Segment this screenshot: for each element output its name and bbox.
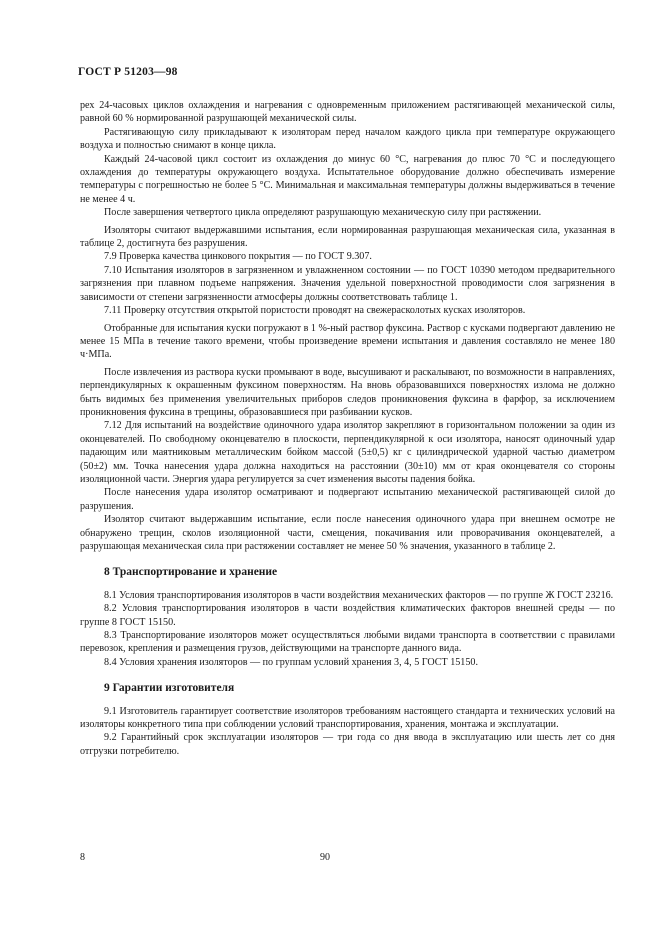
- paragraph: 7.10 Испытания изоляторов в загрязненном и увлажненном состоянии — по ГОСТ 10390 методом предварительного загрязнения при плавном подъеме напряжения. Значения удельной поверхностной проводимости слоя загрязнения в зависимости от степени загрязненности атмосферы должны соответствовать таблице 1.: [80, 264, 615, 303]
- paragraph: Растягивающую силу прикладывают к изоляторам перед началом каждого цикла при температуре окружающего воздуха и полностью снимают в конце цикла.: [80, 126, 615, 152]
- paragraph: 8.3 Транспортирование изоляторов может осуществляться любыми видами транспорта в соответствии с правилами перевозок, крепления и размещения грузов, действующими на транспорте данного вида.: [80, 630, 615, 655]
- page-number-left: 8: [80, 852, 85, 863]
- section-heading-8: 8 Транспортирование и хранение: [104, 566, 278, 579]
- paragraph: 9.1 Изготовитель гарантирует соответствие изоляторов требованиям настоящего стандарта и технических условий на изоляторы конкретного типа при соблюдении условий транспортирования, хранения, монтажа и эксплуатации.: [80, 705, 615, 731]
- paragraph: рех 24-часовых циклов охлаждения и нагревания с одновременным приложением растягивающей механической силы, равной 60 % нормированной разрушающей механической силы.: [80, 100, 615, 125]
- paragraph: Каждый 24-часовой цикл состоит из охлаждения до минус 60 °С, нагревания до плюс 70 °С и последующего охлаждения до температуры окружающего воздуха. Испытательное оборудование должно обеспечивать измерение температуры с погрешностью не более 5 °С. Минимальная и максимальная температуры должны выдерживаться в течение не менее 4 ч.: [80, 153, 615, 205]
- paragraph: 9.2 Гарантийный срок эксплуатации изоляторов — три года со дня ввода в эксплуатацию или шесть лет со дня отгрузки потребителю.: [80, 732, 615, 757]
- paragraph: 7.11 Проверку отсутствия открытой пористости проводят на свежерасколотых кусках изоляторов.: [104, 305, 526, 317]
- paragraph: Изоляторы считают выдержавшими испытания, если нормированная разрушающая механическая сила, указанная в таблице 2, достигнута без разрушения.: [80, 224, 615, 250]
- paragraph: После завершения четвертого цикла определяют разрушающую механическую силу при растяжении.: [104, 207, 542, 219]
- document-header: ГОСТ Р 51203—98: [78, 66, 178, 78]
- paragraph: 7.9 Проверка качества цинкового покрытия — по ГОСТ 9.307.: [104, 251, 372, 263]
- paragraph: После нанесения удара изолятор осматривают и подвергают испытанию механической растягивающей силой до разрушения.: [80, 487, 615, 512]
- document-body: [80, 99, 615, 758]
- paragraph: После извлечения из раствора куски промывают в воде, высушивают и раскалывают, по возможности в направлениях, перпендикулярных к окрашенным фуксином поверхностям. На вновь образовавшихся поверхностях излома не должно быть видимых без применения увеличительных приборов следов проникновения фуксина в фарфор, за исключением проникновения фуксина в трещины, образовавшиеся при разбивании кусков.: [80, 366, 615, 418]
- section-heading-9: 9 Гарантии изготовителя: [104, 682, 235, 695]
- paragraph: Изолятор считают выдержавшим испытание, если после нанесения одиночного удара при внешнем осмотре не обнаружено трещин, сколов изоляционной части, смещения, покачивания или проворачивания оконцевателей, а разрушающая механическая сила при растяжении составляет не менее 50 % значения, указанного в таблице 2.: [80, 514, 615, 552]
- paragraph: 8.1 Условия транспортирования изоляторов в части воздействия механических факторов — по группе Ж ГОСТ 23216.: [104, 589, 614, 601]
- paragraph: 8.2 Условия транспортирования изоляторов в части воздействия климатических факторов внешней среды — по группе 8 ГОСТ 15150.: [80, 603, 615, 628]
- paragraph: 8.4 Условия хранения изоляторов — по группам условий хранения 3, 4, 5 ГОСТ 15150.: [104, 656, 478, 668]
- paragraph: 7.12 Для испытаний на воздействие одиночного удара изолятор закрепляют в горизонтальном положении за один из оконцевателей. По свободному оконцевателю в плоскости, перпендикулярной к оси изолятора, наносят одиночный удар падающим или маятниковым металлическим бойком массой (5±0,5) кг с цилиндрической ударной частью диаметром (50±2) мм. Точка нанесения удара должна находиться на расстоянии (30±10) мм от края оконцевателя со стороны изоляционной части. Энергия удара регулируется за счет изменения высоты падения бойка.: [80, 420, 615, 485]
- page-number-center: 90: [320, 852, 330, 863]
- paragraph: Отобранные для испытания куски погружают в 1 %-ный раствор фуксина. Раствор с кусками подвергают давлению не менее 15 МПа в течение такого времени, чтобы произведение времени испытания и давления составляло не менее 180 ч·МПа.: [80, 322, 615, 361]
